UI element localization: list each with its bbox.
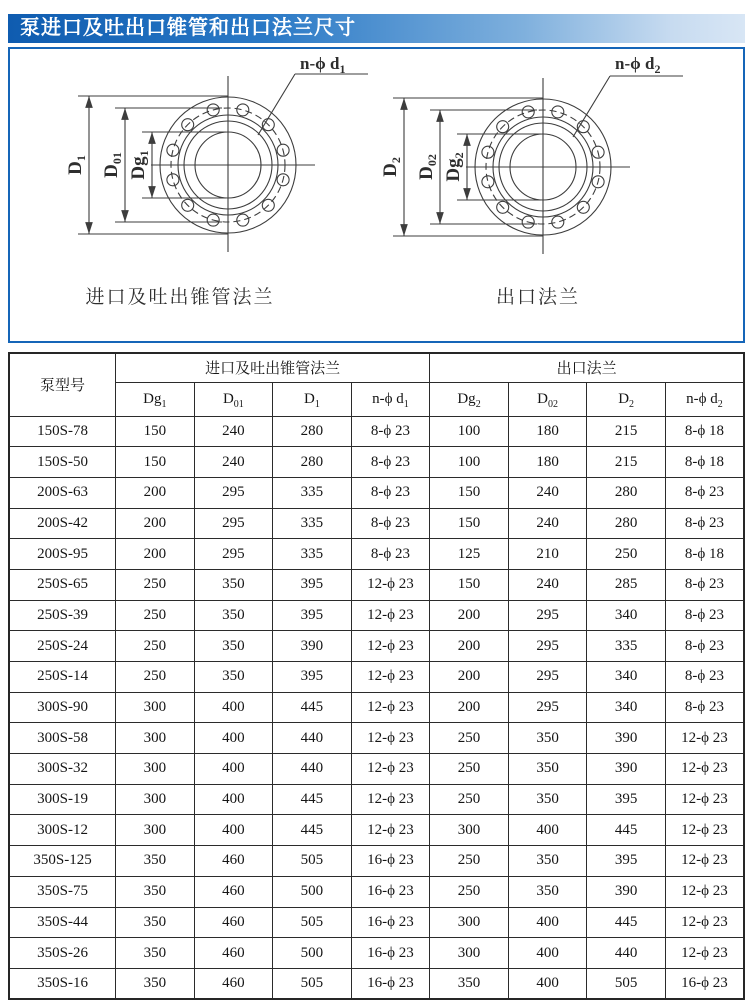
dimension-cell: 460 [194,846,273,877]
dimension-cell: 12-ϕ 23 [665,784,744,815]
dimension-cell: 445 [273,692,352,723]
table-row [9,938,744,969]
dimension-cell: 12-ϕ 23 [665,907,744,938]
pump-model-cell: 350S-125 [9,846,116,877]
dimension-cell: 390 [587,876,666,907]
dimension-cell: 200 [430,600,509,631]
dimension-cell: 12-ϕ 23 [665,723,744,754]
dimension-cell: 350 [116,968,195,999]
dimension-cell: 300 [116,815,195,846]
dimension-cell: 400 [508,938,587,969]
dimension-cell: 250 [430,846,509,877]
dimension-cell: 12-ϕ 23 [351,600,430,631]
dimension-cell: 8-ϕ 23 [665,569,744,600]
table-row [9,662,744,693]
pump-model-cell: 350S-16 [9,968,116,999]
table-row [9,846,744,877]
dimension-cell: 300 [116,784,195,815]
dimension-cell: 440 [273,723,352,754]
dimension-cell: 400 [194,815,273,846]
dimension-cell: 350 [508,754,587,785]
dimension-cell: 390 [273,631,352,662]
dimension-cell: 200 [116,539,195,570]
dimension-cell: 250 [587,539,666,570]
table-row [9,968,744,999]
column-header-dg1: $Dg_1$ [116,382,195,416]
dimension-cell: 460 [194,938,273,969]
dimension-cell: 445 [587,907,666,938]
pump-model-cell: 300S-90 [9,692,116,723]
dimension-cell: 350 [194,631,273,662]
dimension-cell: 440 [587,938,666,969]
dimension-cell: 8-ϕ 23 [665,600,744,631]
dimension-cell: 400 [194,723,273,754]
dimension-cell: 8-ϕ 23 [665,477,744,508]
dimension-cell: 16-ϕ 23 [665,968,744,999]
dimension-cell: 335 [587,631,666,662]
dimension-cell: 240 [508,477,587,508]
outlet-flange-caption: 出口法兰 [495,287,580,308]
dimension-cell: 16-ϕ 23 [351,938,430,969]
pump-model-cell: 250S-65 [9,569,116,600]
dimension-cell: 12-ϕ 23 [665,938,744,969]
dimension-cell: 295 [194,539,273,570]
dimension-cell: 250 [430,723,509,754]
dimension-cell: 390 [587,723,666,754]
dimension-cell: 295 [508,600,587,631]
dimension-cell: 150 [116,416,195,447]
pump-model-cell: 350S-26 [9,938,116,969]
dimension-cell: 350 [116,938,195,969]
dimension-cell: 12-ϕ 23 [351,569,430,600]
dimension-cell: 505 [587,968,666,999]
dimension-cell: 400 [194,754,273,785]
dimension-cell: 8-ϕ 23 [665,508,744,539]
dimension-cell: 215 [587,416,666,447]
dimension-cell: 350 [508,723,587,754]
dim-label-d2: $D_2$ [380,157,403,177]
dimension-cell: 340 [587,600,666,631]
dimension-cell: 295 [194,477,273,508]
dimension-cell: 250 [430,754,509,785]
page-title: 泵进口及吐出口锥管和出口法兰尺寸 [8,14,745,43]
dimension-cell: 240 [508,569,587,600]
dimension-cell: 440 [273,754,352,785]
dimension-cell: 8-ϕ 18 [665,539,744,570]
dimension-cell: 240 [508,508,587,539]
dimension-cell: 16-ϕ 23 [351,876,430,907]
dimension-cell: 350 [116,907,195,938]
dimension-cell: 445 [273,784,352,815]
dimension-cell: 350 [116,876,195,907]
flange-diagram-panel [8,47,745,343]
dimension-cell: 200 [430,631,509,662]
table-row [9,815,744,846]
dimension-cell: 150 [430,508,509,539]
column-header-dg2: $Dg_2$ [430,382,509,416]
dimension-cell: 350 [508,784,587,815]
dimension-cell: 300 [430,907,509,938]
table-row [9,416,744,447]
dimension-cell: 16-ϕ 23 [351,968,430,999]
dimension-cell: 150 [430,477,509,508]
dimension-cell: 8-ϕ 23 [351,447,430,478]
table-row [9,631,744,662]
dimension-cell: 125 [430,539,509,570]
dimension-cell: 295 [508,692,587,723]
pump-model-cell: 350S-44 [9,907,116,938]
pump-model-cell: 250S-14 [9,662,116,693]
dimension-cell: 280 [587,477,666,508]
dimension-cell: 500 [273,876,352,907]
pump-model-cell: 200S-63 [9,477,116,508]
dimension-cell: 400 [194,692,273,723]
dimension-cell: 400 [508,815,587,846]
dimension-cell: 180 [508,416,587,447]
table-body [9,416,744,999]
dimension-cell: 505 [273,846,352,877]
dimension-cell: 12-ϕ 23 [351,723,430,754]
dimension-cell: 250 [116,631,195,662]
pump-model-cell: 300S-19 [9,784,116,815]
dimension-cell: 12-ϕ 23 [351,784,430,815]
dimension-cell: 8-ϕ 18 [665,416,744,447]
dimension-cell: 200 [430,662,509,693]
table-row [9,447,744,478]
bolt-holes-label-2: n-ϕ $d_2$ [615,54,661,76]
dimension-cell: 395 [587,846,666,877]
dimension-cell: 505 [273,968,352,999]
dimension-cell: 300 [430,938,509,969]
dim-label-d02: $D_{02}$ [416,154,439,180]
dimension-cell: 8-ϕ 23 [665,662,744,693]
dimension-cell: 395 [273,662,352,693]
column-header-nd2: n-ϕ $d_2$ [665,382,744,416]
dimension-cell: 505 [273,907,352,938]
dimension-cell: 8-ϕ 23 [351,416,430,447]
dimension-cell: 8-ϕ 23 [351,539,430,570]
column-header-d2: $D_2$ [587,382,666,416]
dimension-cell: 445 [587,815,666,846]
pump-model-cell: 150S-50 [9,447,116,478]
dimension-cell: 16-ϕ 23 [351,846,430,877]
dimension-cell: 150 [430,569,509,600]
dimension-cell: 12-ϕ 23 [665,846,744,877]
pump-model-cell: 250S-24 [9,631,116,662]
dimension-cell: 460 [194,968,273,999]
dimension-cell: 8-ϕ 23 [351,508,430,539]
dimension-cell: 460 [194,907,273,938]
dimension-cell: 12-ϕ 23 [665,754,744,785]
dimension-cell: 300 [430,815,509,846]
pump-model-cell: 300S-58 [9,723,116,754]
dimension-cell: 150 [116,447,195,478]
dimension-cell: 210 [508,539,587,570]
pump-model-cell: 250S-39 [9,600,116,631]
dimension-cell: 200 [116,477,195,508]
dimension-cell: 300 [116,692,195,723]
dim-label-dg1: $Dg_1$ [128,150,151,180]
outlet-group-header: 出口法兰 [430,353,744,382]
pump-model-cell: 200S-42 [9,508,116,539]
dimension-cell: 12-ϕ 23 [665,876,744,907]
table-row [9,907,744,938]
dimension-cell: 280 [587,508,666,539]
flange-dimensions-table [8,352,745,1000]
table-row [9,723,744,754]
dimension-cell: 390 [587,754,666,785]
dimension-cell: 350 [194,662,273,693]
dimension-cell: 180 [508,447,587,478]
dimension-cell: 250 [430,784,509,815]
dimension-cell: 12-ϕ 23 [351,631,430,662]
inlet-group-header: 进口及吐出锥管法兰 [116,353,430,382]
pump-model-cell: 350S-75 [9,876,116,907]
column-header-d01: $D_{01}$ [194,382,273,416]
dimension-cell: 395 [587,784,666,815]
dimension-cell: 460 [194,876,273,907]
dimension-cell: 250 [116,662,195,693]
dimension-cell: 395 [273,600,352,631]
column-header-d1: $D_1$ [273,382,352,416]
dimension-cell: 350 [194,569,273,600]
dimension-cell: 350 [116,846,195,877]
table-row [9,508,744,539]
dimension-cell: 340 [587,662,666,693]
dimension-cell: 8-ϕ 18 [665,447,744,478]
dimension-cell: 12-ϕ 23 [351,662,430,693]
dimension-cell: 280 [273,447,352,478]
inlet-flange-caption: 进口及吐出锥管法兰 [85,287,275,308]
dimension-cell: 240 [194,447,273,478]
dimension-cell: 8-ϕ 23 [665,692,744,723]
dimension-cell: 350 [508,876,587,907]
table-row [9,876,744,907]
dimension-cell: 280 [273,416,352,447]
table-row [9,692,744,723]
dimension-cell: 295 [508,631,587,662]
dimension-cell: 350 [430,968,509,999]
dimension-cell: 12-ϕ 23 [351,815,430,846]
dimension-cell: 215 [587,447,666,478]
dimension-cell: 250 [116,600,195,631]
dimension-cell: 350 [194,600,273,631]
dimension-cell: 300 [116,723,195,754]
dimension-cell: 250 [430,876,509,907]
pump-model-cell: 300S-32 [9,754,116,785]
pump-model-cell: 150S-78 [9,416,116,447]
table-row [9,600,744,631]
dimension-cell: 100 [430,416,509,447]
table-row [9,754,744,785]
dimension-cell: 400 [194,784,273,815]
dimension-cell: 8-ϕ 23 [351,477,430,508]
dimension-cell: 12-ϕ 23 [351,754,430,785]
dimension-cell: 340 [587,692,666,723]
dimension-cell: 295 [508,662,587,693]
dimension-cell: 445 [273,815,352,846]
dimension-cell: 8-ϕ 23 [665,631,744,662]
dim-label-d01: $D_{01}$ [101,152,124,178]
dimension-cell: 300 [116,754,195,785]
dimension-cell: 335 [273,477,352,508]
dimension-cell: 12-ϕ 23 [351,692,430,723]
dimension-cell: 395 [273,569,352,600]
dim-label-d1: $D_1$ [65,155,88,175]
dimension-cell: 16-ϕ 23 [351,907,430,938]
dimension-cell: 500 [273,938,352,969]
dimension-cell: 200 [116,508,195,539]
column-header-d02: $D_{02}$ [508,382,587,416]
pump-model-cell: 200S-95 [9,539,116,570]
dimension-cell: 350 [508,846,587,877]
dimension-cell: 100 [430,447,509,478]
table-row [9,784,744,815]
table-row [9,569,744,600]
table-row [9,477,744,508]
dimension-cell: 335 [273,508,352,539]
dimension-cell: 400 [508,907,587,938]
dimension-cell: 295 [194,508,273,539]
dimension-cell: 12-ϕ 23 [665,815,744,846]
dimension-cell: 240 [194,416,273,447]
dimension-cell: 400 [508,968,587,999]
pump-model-cell: 300S-12 [9,815,116,846]
bolt-holes-label-1: n-ϕ $d_1$ [300,54,346,76]
dim-label-dg2: $Dg_2$ [443,152,466,182]
column-header-nd1: n-ϕ $d_1$ [351,382,430,416]
dimension-cell: 200 [430,692,509,723]
dimension-cell: 250 [116,569,195,600]
dimension-cell: 335 [273,539,352,570]
table-row [9,539,744,570]
pump-model-header: 泵型号 [9,353,116,416]
dimension-cell: 285 [587,569,666,600]
